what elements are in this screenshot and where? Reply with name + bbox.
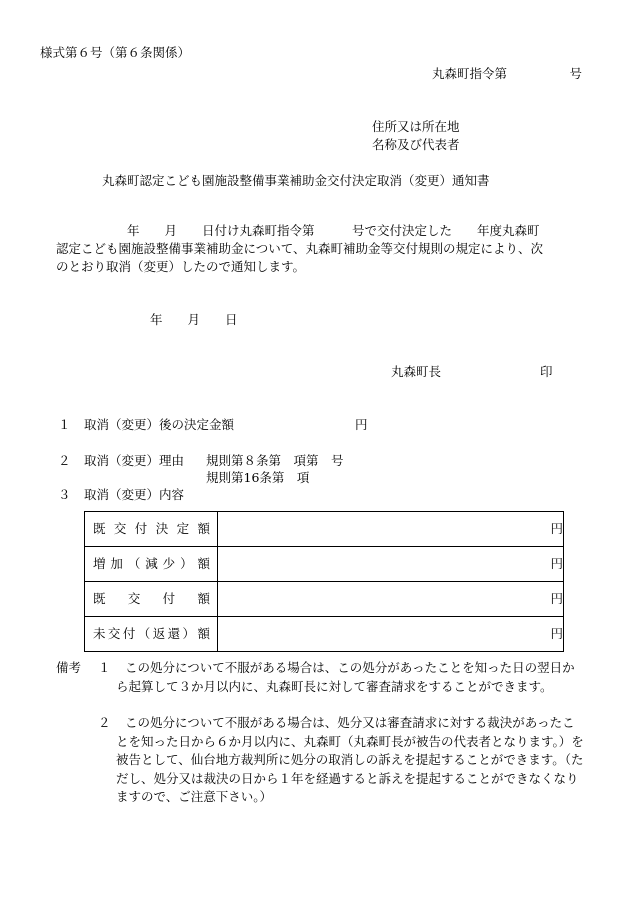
table-row <box>85 547 564 582</box>
recipient-address: 住所又は所在地 <box>372 119 460 134</box>
row-label-increase-decrease: 増加（減少）額 <box>93 555 210 571</box>
table-row <box>85 582 564 617</box>
row-value: 円 <box>218 547 564 582</box>
item-text-1: 取消（変更）後の決定金額 <box>84 417 235 432</box>
intro-line-2: 認定こども園施設整備事業補助金について、丸森町補助金等交付規則の規定により、次 <box>56 241 544 256</box>
item-number-3: ３ <box>58 487 71 502</box>
table-row <box>85 617 564 652</box>
item-text-2: 取消（変更）理由 <box>84 453 185 468</box>
remark-text-2: この処分について不服がある場合は、処分又は審査請求に対する裁決があったことを知った日から６か月以内に、丸森町（丸森町長が被告の代表者となります。）を被告として、仙台地方裁判所に処分の取消しの訴えを提起することができます。（ただし、処分又は裁決の日から１年を経過すると訴えを提起することができなくなりますので、ご注意下さい。） <box>116 715 584 804</box>
row-label-unpaid-returned: 未交付（返還）額 <box>93 625 210 641</box>
remark-number-1: １ <box>98 660 111 675</box>
remark-text-1: この処分について不服がある場合は、この処分があったことを知った日の翌日から起算して３か月以内に、丸森町長に対して審査請求をすることができます。 <box>116 660 575 694</box>
row-value: 円 <box>218 512 564 547</box>
issuer-title: 丸森町長 <box>391 364 442 379</box>
row-label-already-granted: 既交付決定額 <box>93 520 210 536</box>
seal-mark: 印 <box>540 364 553 379</box>
item-number-1: １ <box>58 417 71 432</box>
item-text-3: 取消（変更）内容 <box>84 487 185 502</box>
amounts-table <box>84 511 564 652</box>
form-number: 様式第６号（第６条関係） <box>40 45 191 60</box>
remarks-label: 備考 <box>56 660 82 675</box>
document-title: 丸森町認定こども園施設整備事業補助金交付決定取消（変更）通知書 <box>102 173 490 188</box>
date-line: 年 月 日 <box>150 312 238 327</box>
table-row <box>85 512 564 547</box>
item-1-yen: 円 <box>355 417 368 432</box>
remark-number-2: ２ <box>98 715 111 730</box>
row-value: 円 <box>218 582 564 617</box>
intro-line-1: 年 月 日付け丸森町指令第 号で交付決定した 年度丸森町 <box>127 223 540 238</box>
recipient-name: 名称及び代表者 <box>372 137 460 152</box>
rule-reference-1: 規則第８条第 項第 号 <box>206 453 344 468</box>
rule-reference-2: 規則第16条第 項 <box>206 470 310 485</box>
directive-number: 丸森町指令第 号 <box>432 66 583 81</box>
row-value: 円 <box>218 617 564 652</box>
intro-line-3: のとおり取消（変更）したので通知します。 <box>56 259 306 274</box>
row-label-already-paid: 既交付額 <box>93 590 210 606</box>
item-number-2: ２ <box>58 453 71 468</box>
